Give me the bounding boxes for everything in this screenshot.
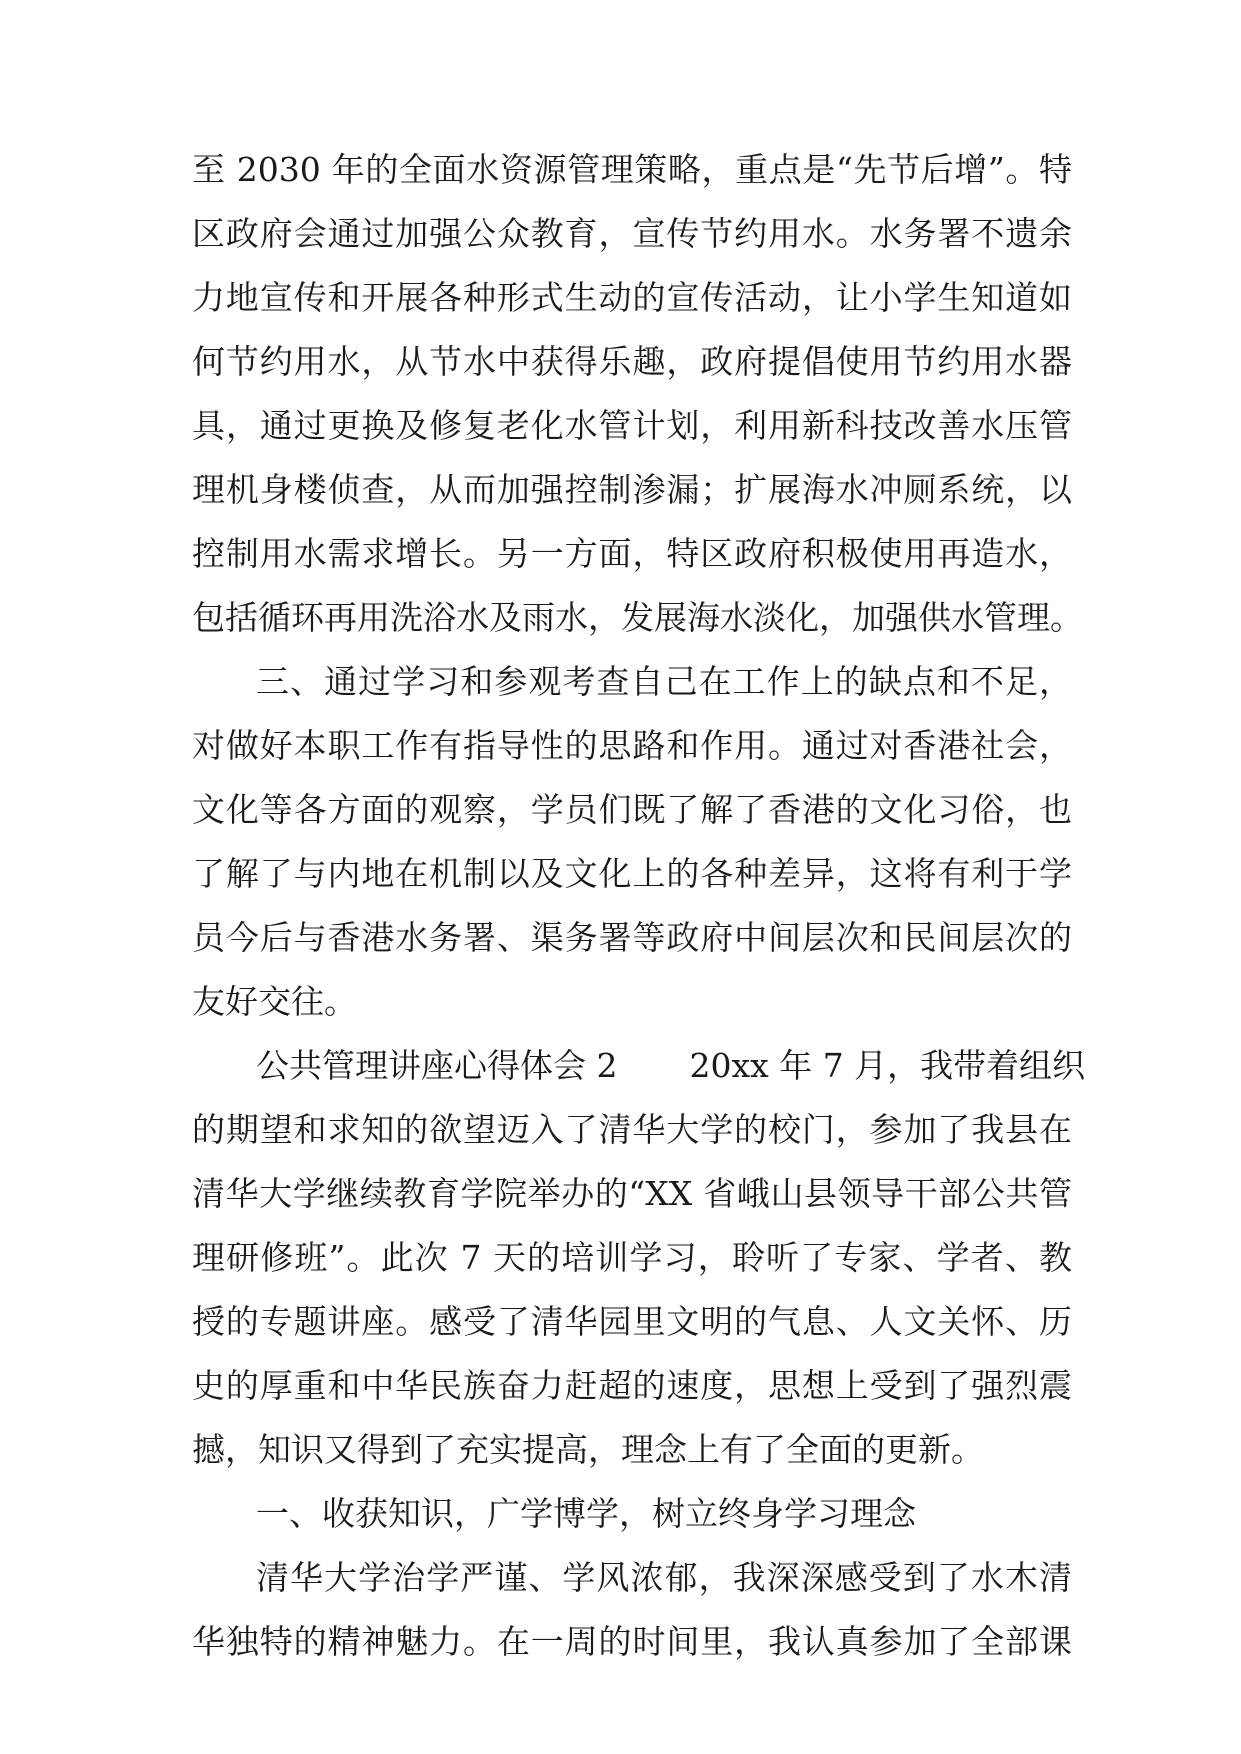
text-line: 清华大学继续教育学院举办的“XX 省峨山县领导干部公共管 [192,1174,1072,1213]
section-heading-line: 一、收获知识，广学博学，树立终身学习理念 [256,1494,916,1533]
text-line: 清华大学治学严谨、学风浓郁，我深深感受到了水木清 [256,1558,1072,1597]
article-date-intro: 20xx 年 7 月，我带着组织 [689,1046,1086,1085]
text-line: 至 2030 年的全面水资源管理策略，重点是“先节后增”。特 [192,150,1072,189]
text-line: 理机身楼侦查，从而加强控制渗漏；扩展海水冲厕系统，以 [192,470,1072,509]
text-line: 控制用水需求增长。另一方面，特区政府积极使用再造水， [192,534,1072,573]
text-line: 理研修班”。此次 7 天的培训学习，聆听了专家、学者、教 [192,1238,1072,1277]
text-line: 友好交往。 [192,982,357,1021]
text-line: 包括循环再用洗浴水及雨水，发展海水淡化，加强供水管理。 [192,598,1083,637]
text-line: 授的专题讲座。感受了清华园里文明的气息、人文关怀、历 [192,1302,1072,1341]
text-line: 文化等各方面的观察，学员们既了解了香港的文化习俗，也 [192,790,1072,829]
text-line: 员今后与香港水务署、渠务署等政府中间层次和民间层次的 [192,918,1072,957]
text-line: 具，通过更换及修复老化水管计划，利用新科技改善水压管 [192,406,1072,445]
text-line: 的期望和求知的欲望迈入了清华大学的校门，参加了我县在 [192,1110,1072,1149]
text-line: 力地宣传和开展各种形式生动的宣传活动，让小学生知道如 [192,278,1072,317]
article-title: 公共管理讲座心得体会 2 [256,1046,618,1085]
text-line: 何节约用水，从节水中获得乐趣，政府提倡使用节约用水器 [192,342,1072,381]
text-line: 华独特的精神魅力。在一周的时间里，我认真参加了全部课 [192,1622,1072,1661]
article-title-line [256,1044,1086,1088]
section-heading-line: 三、通过学习和参观考查自己在工作上的缺点和不足， [256,662,1072,701]
text-line: 撼，知识又得到了充实提高，理念上有了全面的更新。 [192,1430,984,1469]
text-line: 了解了与内地在机制以及文化上的各种差异，这将有利于学 [192,854,1072,893]
text-line: 史的厚重和中华民族奋力赶超的速度，思想上受到了强烈震 [192,1366,1072,1405]
text-line: 区政府会通过加强公众教育，宣传节约用水。水务署不遗余 [192,214,1072,253]
text-line: 对做好本职工作有指导性的思路和作用。通过对香港社会， [192,726,1072,765]
